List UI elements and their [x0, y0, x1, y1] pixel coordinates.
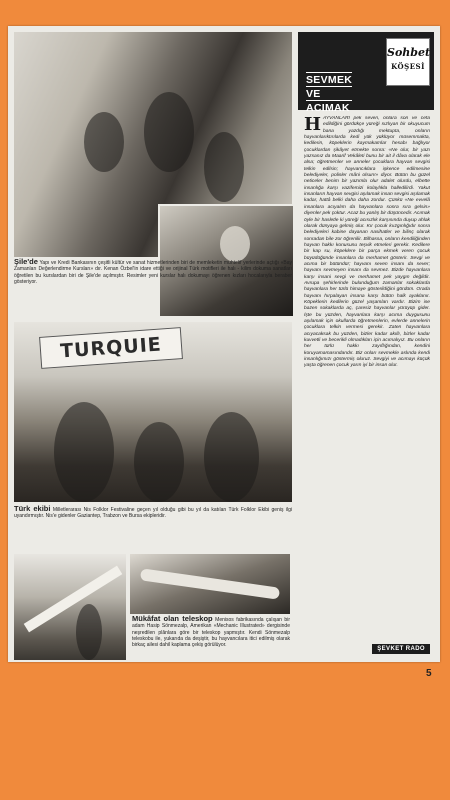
photo-figure	[76, 604, 102, 660]
telescope-closeup-photo	[130, 554, 290, 614]
photo3-caption-text: Menisos fabrikasında çalışan bir adam Hasip Sönmezalp, Amerikan «Mechanic Illustrated» dergisinde neşredilen plânlara göre bir teleskop yapmıştır. Kendi Sönmezalp teleskobu ile, yukarıda da deşiştir, bu hayvancılara itici edilmiş olarak birkaç ailesi dahil kaplama çekiş görülüyor.	[132, 617, 290, 649]
photo2-caption-text: Milletlerarası Nis Folklor Festivaline geçen yıl olduğu gibi bu yıl da katılan Türk Folklor Ekibi geniş ilgi uyandırmıştır. Nis'e gidenler Gaziantep, Trabzon ve Bursa ekipleridir.	[14, 507, 293, 520]
article-title	[306, 72, 352, 114]
logo-line1: Sohbet	[387, 46, 431, 59]
photo3-caption	[132, 616, 290, 648]
page-number: 5	[426, 668, 432, 679]
title-line: SEVMEK	[306, 74, 353, 86]
photo-figure	[134, 422, 184, 502]
photo1-caption-text: Yapı ve Kredi Bankasının çeşitli kültür ve sanat hizmetlerinden biri de memleketin muhtelif yerlerinde açtığı «Bay Zamanları Değerlendirme Kursları» dır. Kenan Özbel'in idare ettiği ve orijinal Türk motifleri ile halı - kilim dokuma sanatları öğretilen bu kurslardan biri de Şile'de açılmıştır. Resimler yeni kurslar halı dokumayı öğrenen kızları hocalarıyla beraber gösteriyor.	[14, 260, 292, 285]
photo1-caption-title: Şile'de	[14, 257, 38, 266]
photo3-caption-title: Mükâfat olan teleskop	[132, 614, 213, 623]
column-header	[298, 32, 434, 114]
column-logo	[386, 38, 430, 86]
photo2-caption-title: Türk ekibi	[14, 504, 51, 513]
photo-figure	[144, 92, 194, 172]
author-byline: ŞEVKET RADO	[372, 644, 430, 654]
dropcap: H	[304, 116, 322, 135]
photo-figure	[204, 132, 244, 202]
title-line: VE	[306, 86, 352, 100]
folklore-team-photo	[14, 322, 292, 502]
photo-figure	[220, 226, 250, 262]
article-body-text: AYVANLARI pek seven, onlara son ve cefa edildiğini gördükçe yüreği sızlıyan bir okuyucum bana yazdığı mektupta, onların hayvanlarıktırılarda kedi yük yüklüyor müsemmakta, kedilerin, köpeklerin kaymakamlar hesabı bağlıyor çocuklardan şikâyet etmekte sonra: «Ne olur, bir yazı yazsanız da Maarif Vekâleti bunu bir ait il dâva olarak ele alsa; öğretmenler ve anneler çocuklara hayvan sevgisi telkin edilsin; hayvancıklara işkence edilmesine belediyeler, polisler mâni olsun!» diyor. Bütün bu güzel neticeler benim bir yazımla olur adalet olurdu, elbette insanlığa karşı vazifemizi kolaylıkla halledilirdi. Yakut insanların hayvan sevgisi aşılamak insan sevgisi aşılamak kadar, hattâ belki daha daha zordur. Çünkü «Ne evvelâ insanlara acıyalım da hayvanlara sonra sıra gelsin» diyenler pek çoktur. Acaz bu yanlış bir düşüncedir. Acımak öyle bir hasletle ki yüreği acısızlık karşısında duyup ahlak olarak dünyaya gelmiş olur. Kır çocuk kıızgınlığıdır sonra belediyeleri kabine dayanan nasihatler ve bilinç olarak sonradan bile zor öğrenilir. Bilhassa, onların kendiliğinden hayvan hakkı konusunu teşvik etmeleri gerekir. Kedilere bir kap su, köpeklere bir parça ekmek veren çocuk büyüdüğünde insanlara da merhamet gösterir. Sevgi ve acıma bir bütündür; hayvanı seven insanı da sever; hayvanı sevmeyen insanı da sevmez. Bizde hayvanlara karşı insani sevgi ve merhamet pek yaygın değildir. Avrupa şehirlerinde bulunduğum zamanlar sokaklarda hayvanlara her türlü himaye gösterildiğini gördüm. Orada hayvanı hırpalayan insana karşı bütün halk ayaklanır. Köpeklerin kedilerin güzel yaşamları vardır. Bizim ise bazen sokaklarda aç, çaresiz hayvanlar yürüyüp gider. İşte bu yüzden, hayvanlara karşı acıma duygusunu aşılamak için okullarda öğretmenlerin, evlerde annelerin çocuklara telkin vermesi gerekir. Zaten hayvanlara acıyacaksak bu yüzden, bizler kadar akıllı, bizler kadar kuvvetli ve becerikli olmadıkları için acımalıyız. Bu onların her türlü hakkı zayıflığından, kendini koruyamamasındandır. Biz onları sevmekle aslında kendi insanlığımızı göstermiş oluruz. Sevgiyi ve acımayı küçük yaşta öğrenen çocuk yarın iyi bir insan olur.	[304, 116, 430, 369]
photo1-caption	[14, 259, 292, 285]
telescope-tube	[140, 568, 280, 599]
magazine-page	[8, 26, 440, 662]
column-article	[298, 32, 434, 660]
telescope-man-photo	[14, 554, 126, 660]
photo-figure	[84, 112, 124, 172]
logo-line2: KÖŞESİ	[391, 62, 425, 71]
photo-figure	[54, 402, 114, 502]
title-line: ACIMAK	[306, 100, 352, 114]
photo-figure	[204, 412, 259, 502]
telescope-tube	[24, 566, 123, 633]
turquie-sign: TURQUIE	[39, 327, 183, 369]
photo2-caption	[14, 506, 292, 520]
article-body	[304, 116, 430, 646]
